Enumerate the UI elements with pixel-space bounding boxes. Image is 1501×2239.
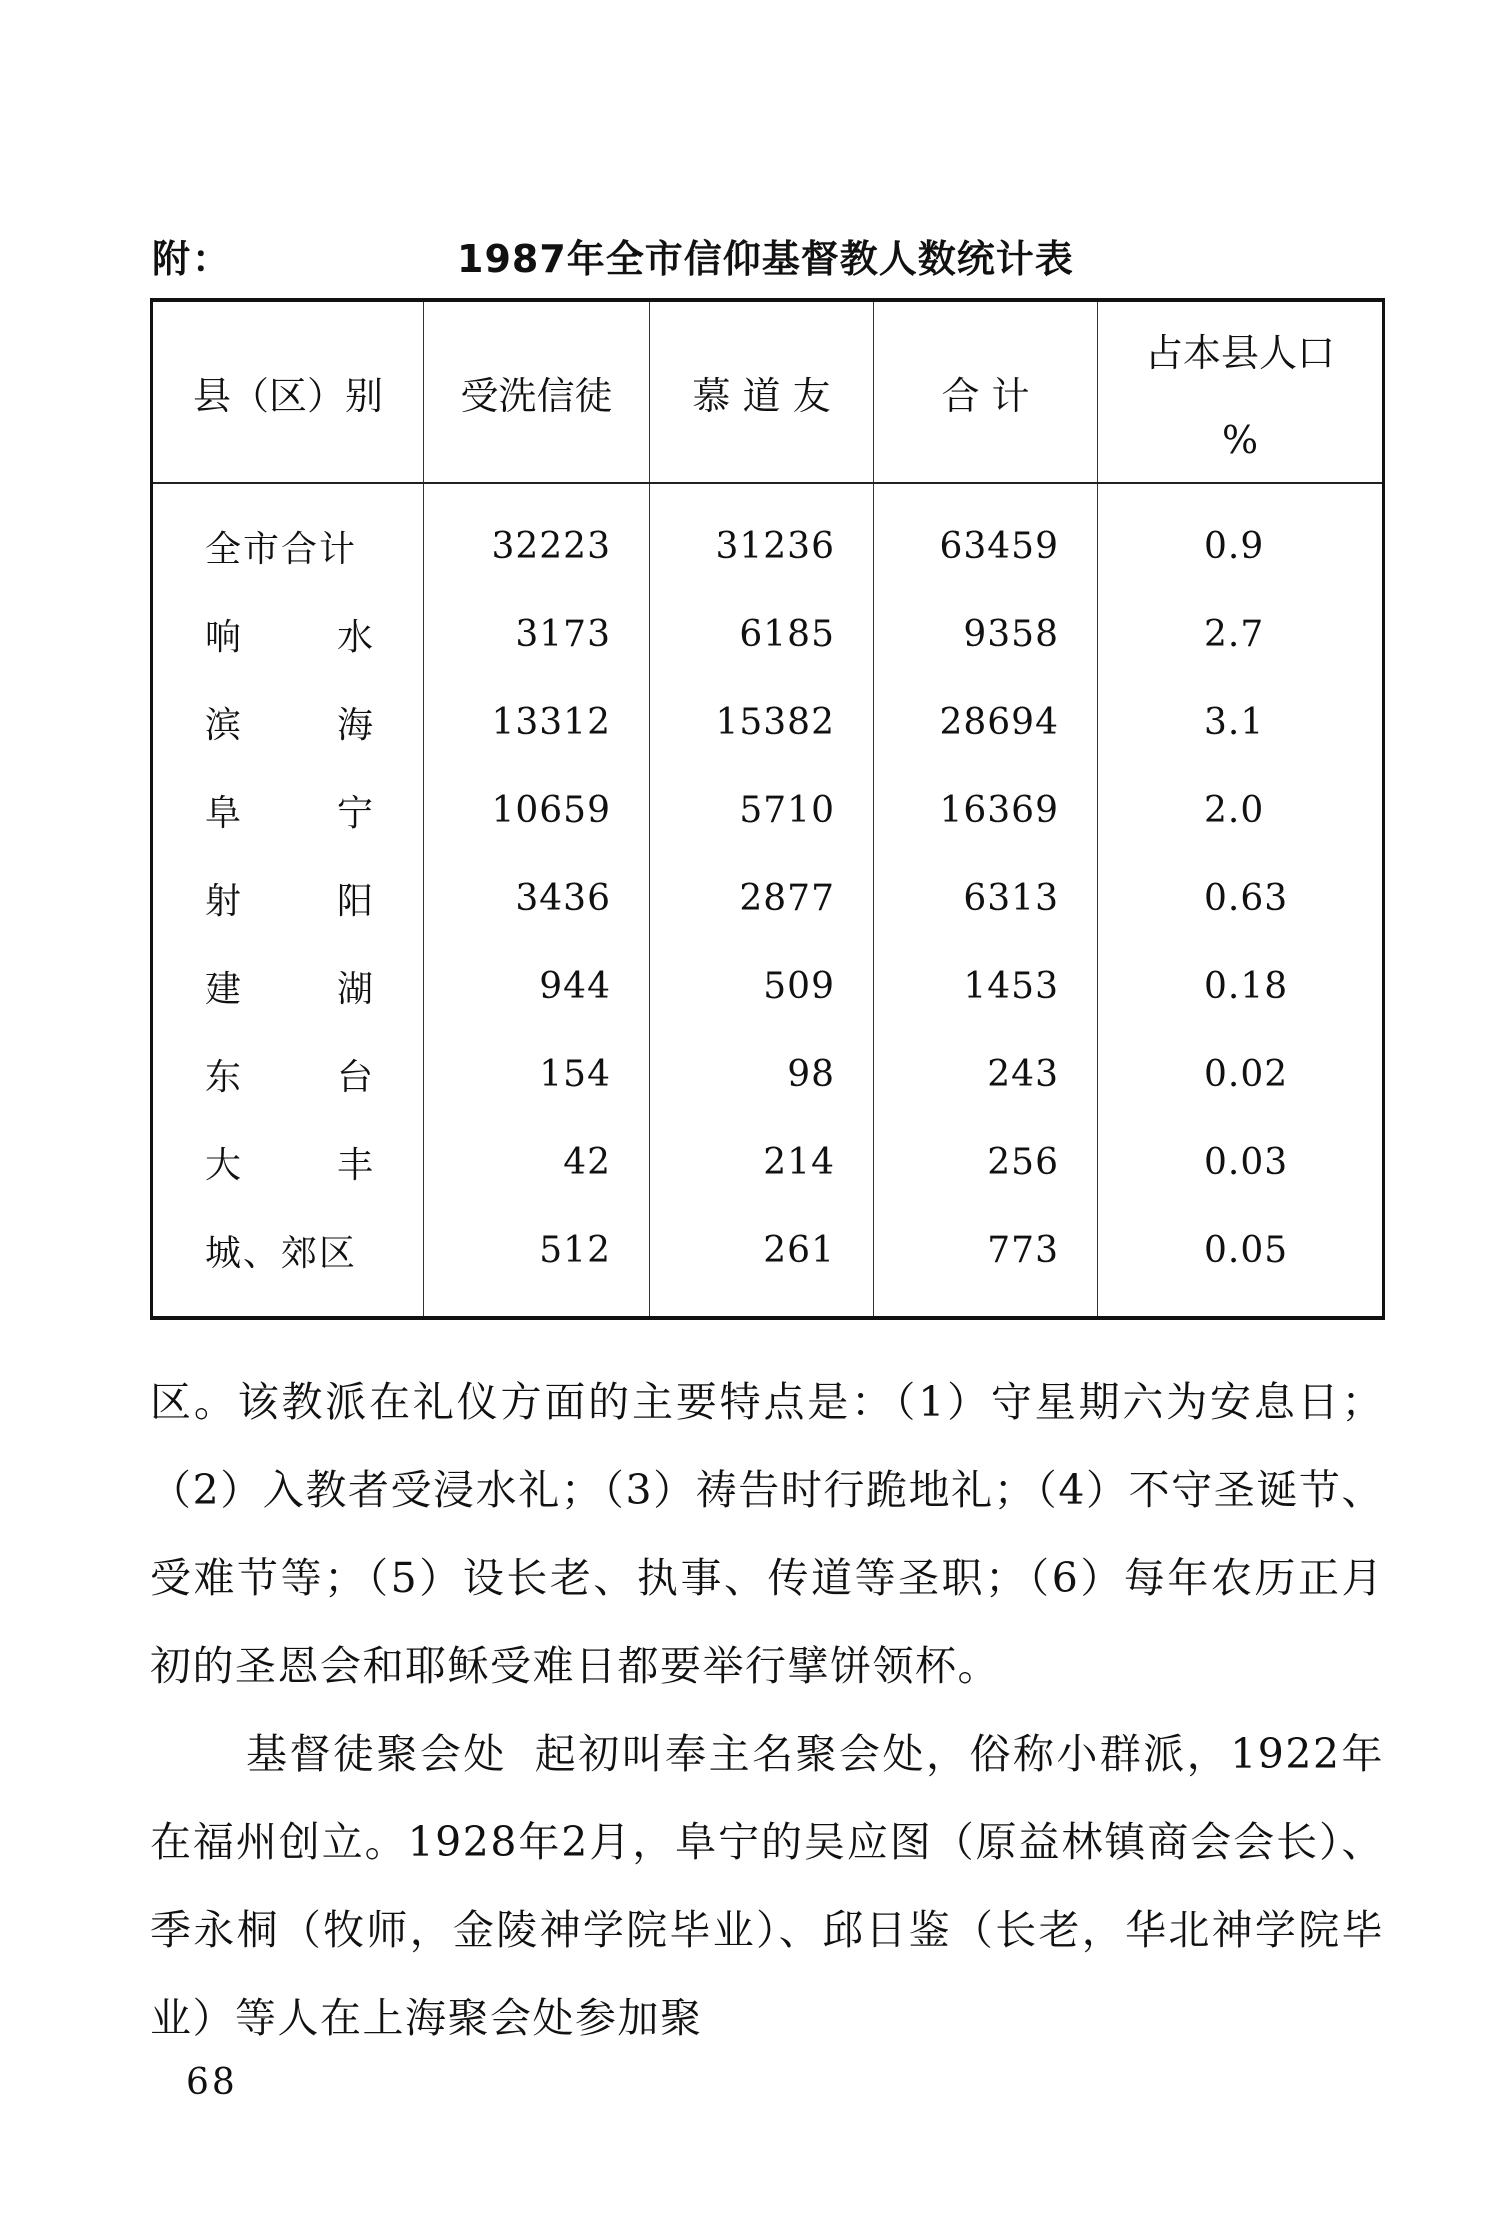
cell-percent: 0.9 — [1204, 525, 1265, 567]
cell-seekers: 261 — [650, 1206, 874, 1318]
header-baptized: 受洗信徒 — [424, 300, 650, 483]
table-header-row — [152, 300, 1384, 483]
paragraph-text: 起初叫奉主名聚会处，俗称小群派，1922年在福州创立。1928年2月，阜宁的吴应图（原益林镇商会会长）、季永桐（牧师，金陵神学院毕业）、邱日鉴（长老，华北神学院毕业）等人在上海聚会处参加聚 — [150, 1730, 1384, 2042]
header-total: 合 计 — [874, 300, 1098, 483]
paragraph-assembly-hall — [150, 1710, 1384, 2062]
table-row — [152, 1206, 1384, 1318]
cell-percent: 0.63 — [1204, 877, 1289, 919]
cell-baptized: 944 — [424, 942, 650, 1030]
header-seekers: 慕 道 友 — [650, 300, 874, 483]
table-row — [152, 590, 1384, 678]
cell-seekers: 6185 — [650, 590, 874, 678]
cell-seekers: 509 — [650, 942, 874, 1030]
cell-region: 建湖 — [152, 942, 424, 1030]
cell-baptized: 32223 — [424, 483, 650, 590]
cell-baptized: 154 — [424, 1030, 650, 1118]
cell-region: 响水 — [152, 590, 424, 678]
cell-region: 射阳 — [152, 854, 424, 942]
header-percent-line1: 占本县人口 — [1144, 331, 1335, 375]
cell-region: 城、郊区 — [152, 1206, 424, 1318]
cell-percent: 0.05 — [1204, 1229, 1289, 1271]
cell-total: 256 — [874, 1118, 1098, 1206]
cell-total: 773 — [874, 1206, 1098, 1318]
table-row — [152, 1118, 1384, 1206]
table-row — [152, 483, 1384, 590]
paragraph-rituals: 区。该教派在礼仪方面的主要特点是：（1）守星期六为安息日；（2）入教者受浸水礼；（3）祷告时行跪地礼；（4）不守圣诞节、受难节等；（5）设长老、执事、传道等圣职；（6）每年农历正月初的圣恩会和耶稣受难日都要举行擘饼领杯。 — [150, 1378, 1384, 1690]
table-row — [152, 766, 1384, 854]
cell-baptized: 3173 — [424, 590, 650, 678]
cell-total: 6313 — [874, 854, 1098, 942]
header-percent — [1098, 300, 1384, 483]
cell-percent: 0.02 — [1204, 1053, 1289, 1095]
appendix-label: 附： — [152, 237, 233, 281]
statistics-table — [150, 298, 1385, 1320]
table-title: 1987年全市信仰基督教人数统计表 — [457, 237, 1074, 281]
table-row — [152, 1030, 1384, 1118]
cell-seekers: 31236 — [650, 483, 874, 590]
cell-total: 16369 — [874, 766, 1098, 854]
header-region: 县（区）别 — [152, 300, 424, 483]
table-row — [152, 854, 1384, 942]
body-text — [150, 1358, 1384, 2062]
cell-region: 阜宁 — [152, 766, 424, 854]
cell-baptized: 42 — [424, 1118, 650, 1206]
cell-baptized: 3436 — [424, 854, 650, 942]
cell-region: 大丰 — [152, 1118, 424, 1206]
cell-seekers: 214 — [650, 1118, 874, 1206]
cell-seekers: 5710 — [650, 766, 874, 854]
cell-total: 1453 — [874, 942, 1098, 1030]
cell-total: 63459 — [874, 483, 1098, 590]
header-percent-line2: % — [1221, 418, 1259, 462]
cell-percent: 2.7 — [1204, 613, 1265, 655]
cell-baptized: 10659 — [424, 766, 650, 854]
cell-seekers: 15382 — [650, 678, 874, 766]
cell-percent: 0.03 — [1204, 1141, 1289, 1183]
cell-percent: 0.18 — [1204, 965, 1289, 1007]
table-caption — [152, 228, 1382, 284]
table-row — [152, 942, 1384, 1030]
cell-total: 28694 — [874, 678, 1098, 766]
cell-percent: 3.1 — [1204, 701, 1265, 743]
cell-seekers: 2877 — [650, 854, 874, 942]
cell-total: 9358 — [874, 590, 1098, 678]
cell-total: 243 — [874, 1030, 1098, 1118]
paragraph-heading: 基督徒聚会处 — [246, 1730, 507, 1778]
cell-baptized: 13312 — [424, 678, 650, 766]
cell-region: 滨海 — [152, 678, 424, 766]
cell-seekers: 98 — [650, 1030, 874, 1118]
table-row — [152, 678, 1384, 766]
cell-region: 东台 — [152, 1030, 424, 1118]
page-number: 68 — [186, 2062, 238, 2103]
cell-region: 全市合计 — [152, 483, 424, 590]
cell-percent: 2.0 — [1204, 789, 1265, 831]
cell-baptized: 512 — [424, 1206, 650, 1318]
